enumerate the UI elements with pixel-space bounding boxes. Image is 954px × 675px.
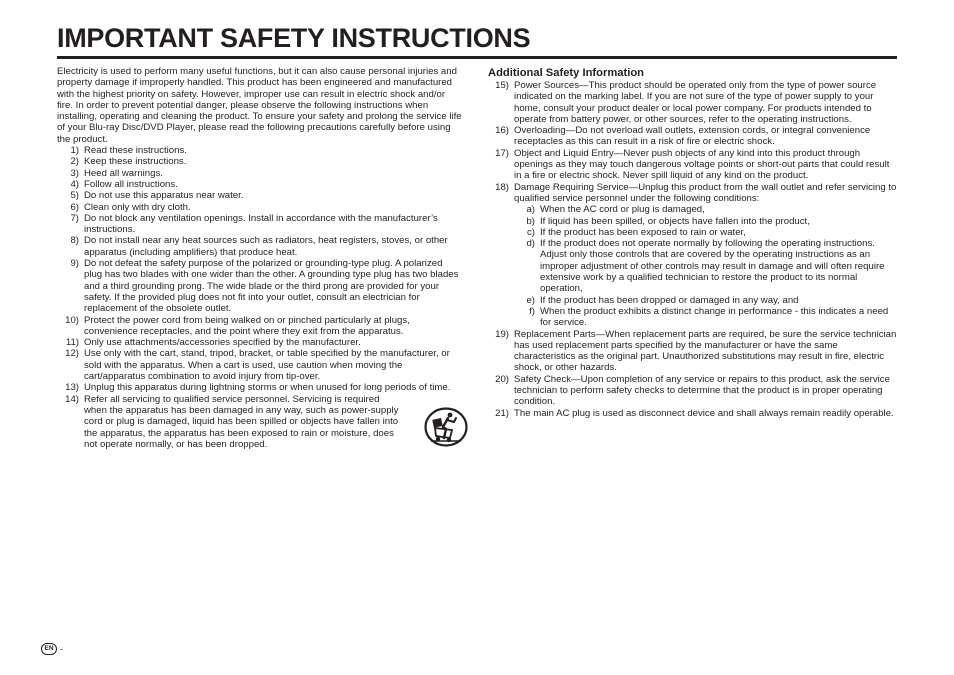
condition-list xyxy=(514,204,899,328)
item-text: Do not block any ventilation openings. Install in accordance with the manufacturer’s instructions. xyxy=(84,212,438,236)
item-text: Read these instructions. xyxy=(84,145,187,157)
item-text: Replacement Parts—When replacement parts are required, be sure the service technician has used replacement parts specified by the manufacturer or have the same characteristics as the original part. Unauthorized substitutions may result in fire, electric shock, or other hazards. xyxy=(514,328,897,374)
item-text: Do not defeat the safety purpose of the polarized or grounding-type plug. A polarized plug has two blades with one wider than the other. A grounding type plug has two blades and a third grounding prong. The wide blade or the third prong are provided for your safety. If the provided plug does not fit into your outlet, consult an electrician for replacement of the obsolete outlet. xyxy=(84,258,459,315)
item-text: Unplug this apparatus during lightning storms or when unused for long periods of time. xyxy=(84,382,451,394)
condition-item-d xyxy=(514,238,899,249)
item-text: Do not use this apparatus near water. xyxy=(84,190,244,202)
item-number: 9) xyxy=(70,258,79,270)
condition-item-a xyxy=(514,204,899,215)
item-text: Do not install near any heat sources such as radiators, heat registers, stoves, or other apparatus (including amplifiers) that produce heat. xyxy=(84,235,448,258)
page-title: IMPORTANT SAFETY INSTRUCTIONS xyxy=(57,23,531,53)
item-number: 20) xyxy=(495,373,509,385)
condition-text: When the AC cord or plug is damaged, xyxy=(540,204,705,216)
item-number: 3) xyxy=(70,167,79,179)
item-text: Safety Check—Upon completion of any service or repairs to this product, ask the service technician to perform safety checks to determine that the product is in proper operating condition. xyxy=(514,373,890,408)
safety-item-19 xyxy=(487,329,899,374)
condition-label: c) xyxy=(527,226,535,238)
title-rule xyxy=(57,56,897,59)
condition-item-f xyxy=(514,306,899,329)
instruction-item-9 xyxy=(57,258,462,314)
item-number: 19) xyxy=(495,328,509,340)
language-badge: EN xyxy=(41,643,57,655)
instruction-item-4 xyxy=(57,179,462,190)
condition-item-e xyxy=(514,295,899,306)
item-number: 7) xyxy=(70,212,79,224)
item-number: 8) xyxy=(70,235,79,247)
safety-item-15 xyxy=(487,80,899,125)
item-text: Damage Requiring Service—Unplug this product from the wall outlet and refer servicing to qualified service personnel under the following conditions: xyxy=(514,181,897,204)
instruction-item-6 xyxy=(57,202,462,213)
item-number: 4) xyxy=(70,178,79,190)
condition-label: d) xyxy=(526,238,535,250)
condition-text: If the product has been dropped or damaged in any way, and xyxy=(540,294,799,306)
condition-label: f) xyxy=(529,305,535,317)
condition-note: Adjust only those controls that are covered by the operating instructions as an improper adjustment of other controls may result in damage and will often require extensive work by a qualified technician to restore the product to its normal operation, xyxy=(540,249,885,295)
condition-text: If the product has been exposed to rain or water, xyxy=(540,226,746,238)
condition-label: a) xyxy=(526,204,535,216)
instruction-item-11 xyxy=(57,337,462,348)
item-text: Clean only with dry cloth. xyxy=(84,201,191,213)
safety-item-20 xyxy=(487,374,899,408)
item-number: 13) xyxy=(65,382,79,394)
right-column xyxy=(487,66,899,419)
item-text: Object and Liquid Entry—Never push objects of any kind into this product through openings as they may touch dangerous voltage points or short-out parts that could result in a fire or electric shock. Never spill liquid of any kind on the product. xyxy=(514,147,890,182)
item-text: Overloading—Do not overload wall outlets, extension cords, or integral convenience receptacles as this can result in a risk of fire or electric shock. xyxy=(514,125,871,148)
condition-label: e) xyxy=(526,294,535,306)
item-text: Only use attachments/accessories specified by the manufacturer. xyxy=(84,337,361,349)
instruction-item-1 xyxy=(57,145,462,156)
instruction-item-2 xyxy=(57,156,462,167)
instruction-item-10 xyxy=(57,315,462,338)
additional-safety-list xyxy=(487,80,899,419)
condition-item-b xyxy=(514,216,899,227)
item-number: 16) xyxy=(495,125,509,137)
safety-item-18 xyxy=(487,182,899,329)
instruction-item-14 xyxy=(57,394,462,450)
safety-item-16 xyxy=(487,125,899,148)
item-text: Use only with the cart, stand, tripod, bracket, or table specified by the manufacturer, or sold with the apparatus. When a cart is used, use caution when moving the cart/apparatus combination to avoid injury from tip-over. xyxy=(84,348,450,383)
condition-label: b) xyxy=(526,215,535,227)
item-number: 2) xyxy=(70,156,79,168)
intro-paragraph: Electricity is used to perform many useful functions, but it can also cause personal injuries and property damage if improperly handled. This product has been engineered and manufactured with the highest priority on safety. However, improper use can result in electric shock and/or fire. In order to prevent potential danger, please observe the following instructions when installing, operating and cleaning the product. To ensure your safety and prolong the service life of your Blu-ray Disc/DVD Player, please read the following precautions carefully before using the product. xyxy=(57,66,462,145)
section-heading: Additional Safety Information xyxy=(488,67,645,79)
item-text: Follow all instructions. xyxy=(84,178,178,190)
item-text: Power Sources—This product should be operated only from the type of power source indicated on the marking label. If you are not sure of the type of power supply to your home, consult your product dealer or local power company. For products intended to operate from battery power, or other sources, refer to the operating instructions. xyxy=(514,80,877,125)
instruction-item-13 xyxy=(57,382,462,393)
safety-item-17 xyxy=(487,148,899,182)
condition-text: When the product exhibits a distinct change in performance - this indicates a need for service. xyxy=(540,305,889,329)
page-separator: - xyxy=(60,644,63,654)
item-number: 21) xyxy=(495,407,509,419)
page-footer xyxy=(41,642,63,656)
instruction-item-12 xyxy=(57,348,462,382)
item-number: 10) xyxy=(65,314,79,326)
item-text: Heed all warnings. xyxy=(84,167,163,179)
instruction-list xyxy=(57,145,462,450)
instruction-item-5 xyxy=(57,190,462,201)
condition-text: If liquid has been spilled, or objects have fallen into the product, xyxy=(540,215,810,227)
instruction-item-3 xyxy=(57,168,462,179)
instruction-item-7 xyxy=(57,213,462,236)
item-text: Refer all servicing to qualified service personnel. Servicing is required when the apparatus has been damaged in any way, such as power-supply cord or plug is damaged, liquid has been spilled or objects have fallen into the apparatus, the apparatus has been exposed to rain or moisture, does not operate normally, or has been dropped. xyxy=(84,393,399,450)
item-number: 15) xyxy=(495,80,509,91)
cart-tip-over-warning-icon xyxy=(424,407,468,447)
instruction-item-8 xyxy=(57,235,462,258)
item-text: Protect the power cord from being walked on or pinched particularly at plugs, convenience receptacles, and the point where they exit from the apparatus. xyxy=(84,314,410,337)
item-number: 14) xyxy=(65,393,79,405)
condition-text: If the product does not operate normally by following the operating instructions. xyxy=(540,238,875,250)
safety-item-21 xyxy=(487,408,899,419)
item-number: 11) xyxy=(65,337,79,349)
item-number: 1) xyxy=(70,145,79,157)
item-number: 5) xyxy=(70,190,79,202)
item-number: 18) xyxy=(495,181,509,193)
item-number: 17) xyxy=(495,147,509,159)
item-text: Keep these instructions. xyxy=(84,156,187,168)
condition-item-c xyxy=(514,227,899,238)
item-text: The main AC plug is used as disconnect device and shall always remain readily operable. xyxy=(514,407,894,419)
item-number: 6) xyxy=(70,201,79,213)
item-number: 12) xyxy=(65,348,79,360)
left-column xyxy=(57,66,462,450)
